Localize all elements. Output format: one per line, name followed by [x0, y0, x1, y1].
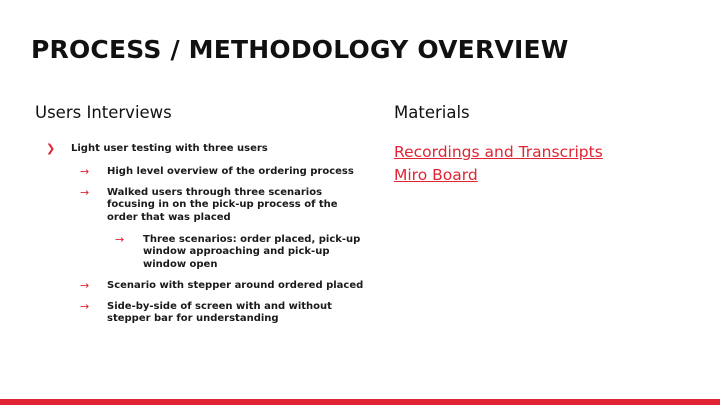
bullet-item: Walked users through three scenarios focusing in on the pick-up process of the order that was placed [107, 187, 338, 223]
bullet-item: High level overview of the ordering process [107, 166, 354, 177]
bullet-item: Side-by-side of screen with and without stepper bar for understanding [107, 301, 332, 325]
users-interviews-heading: Users Interviews [35, 103, 172, 122]
slide-title: PROCESS / METHODOLOGY OVERVIEW [31, 35, 569, 64]
materials-heading: Materials [394, 103, 470, 122]
recordings-transcripts-link[interactable]: Recordings and Transcripts [394, 143, 603, 161]
bullet-item: Three scenarios: order placed, pick-up window approaching and pick-up window open [143, 234, 361, 270]
arrow-right-icon: → [80, 165, 90, 178]
bullet-item: Light user testing with three users [71, 143, 268, 154]
arrow-right-icon: → [80, 300, 90, 313]
materials-links [394, 141, 603, 186]
bottom-accent-bar [0, 399, 720, 405]
arrow-right-icon: → [80, 186, 90, 199]
chevron-right-icon: ❯ [46, 142, 56, 155]
arrow-right-icon: → [80, 279, 90, 292]
arrow-right-icon: → [115, 233, 125, 246]
bullet-item: Scenario with stepper around ordered placed [107, 280, 364, 291]
miro-board-link[interactable]: Miro Board [394, 165, 478, 184]
